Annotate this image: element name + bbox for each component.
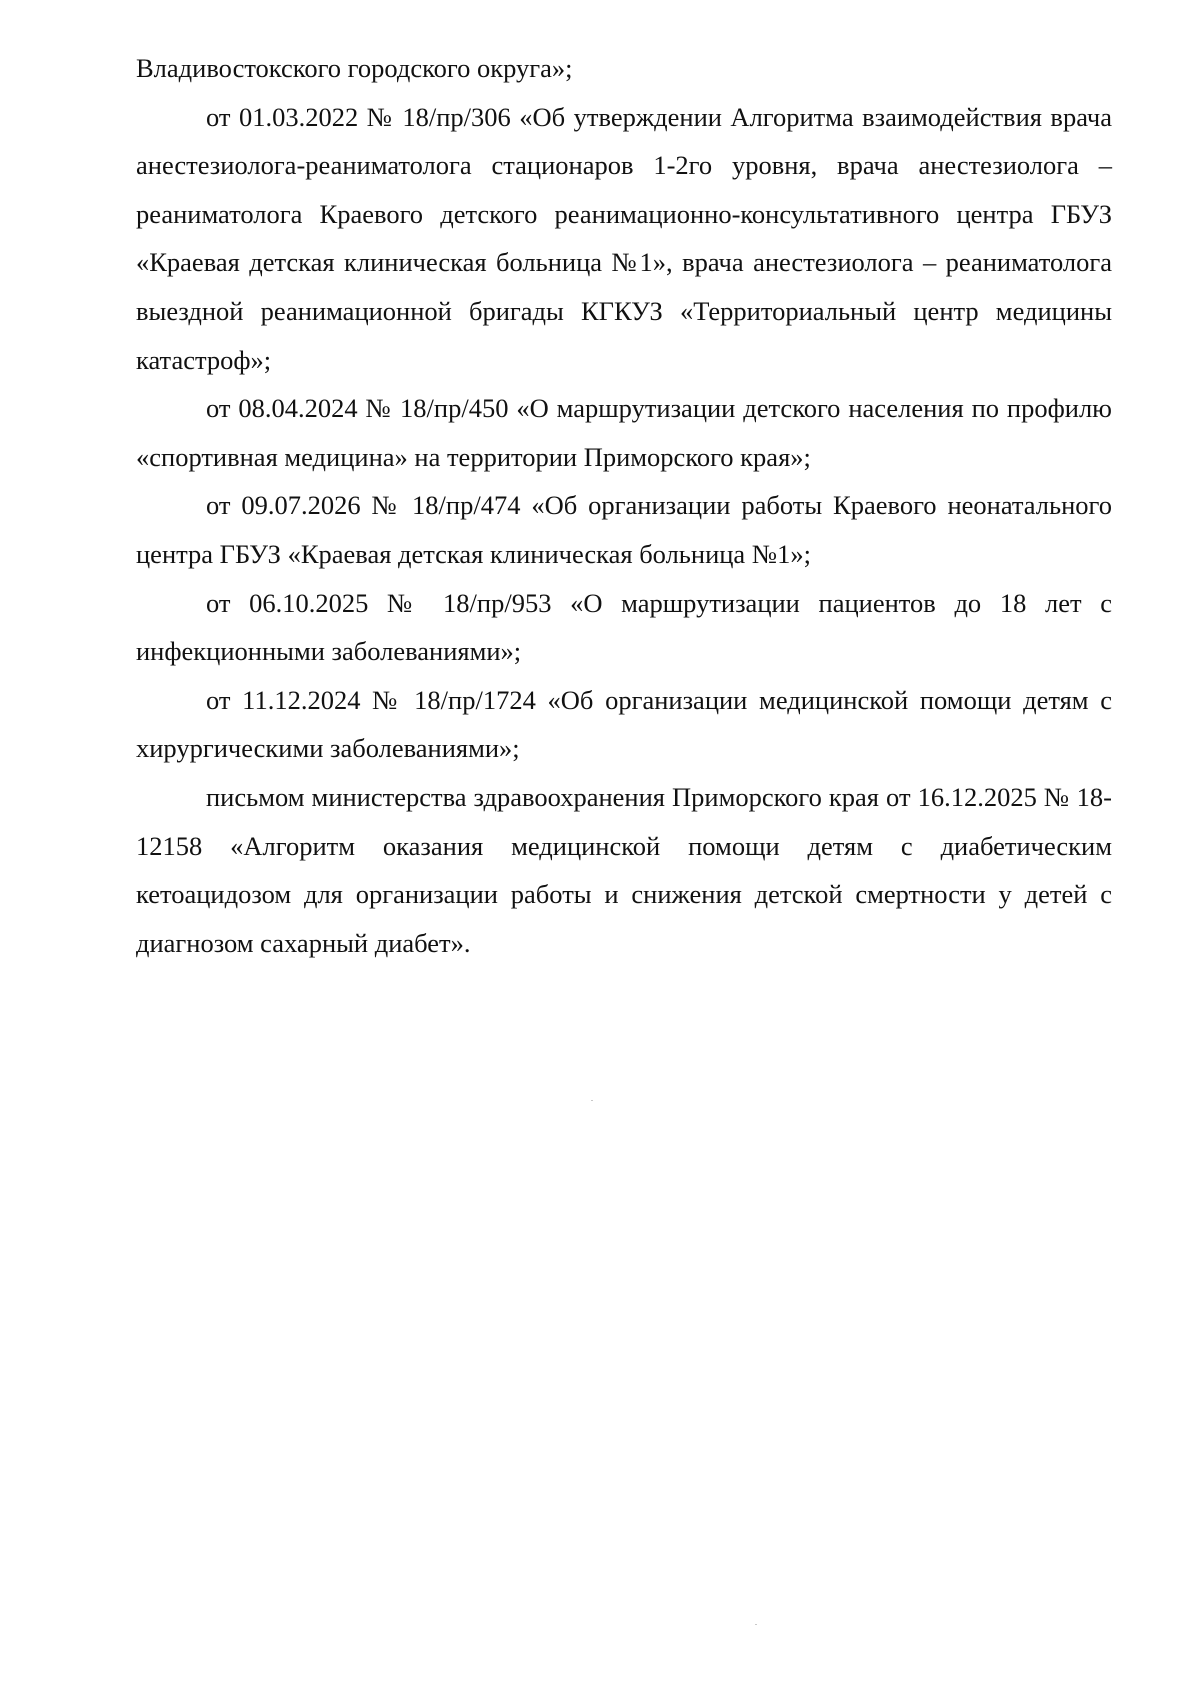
paragraph-order-474: от 09.07.2026 № 18/пр/474 «Об организации работы Краевого неонатального центра ГБУЗ «Краевая детская клиническая больница №1»; <box>136 490 1112 569</box>
scan-speck <box>755 1624 757 1625</box>
paragraph-continuation: Владивостокского городского округа»; <box>136 53 573 83</box>
paragraph-order-953: от 06.10.2025 № 18/пр/953 «О маршрутизации пациентов до 18 лет с инфекционными заболеваниями»; <box>136 587 1112 667</box>
document-body <box>136 44 1112 967</box>
paragraph-letter-12158: письмом министерства здравоохранения Приморского края от 16.12.2025 № 18-12158 «Алгоритм оказания медицинской помощи детям с диабетическим кетоацидозом для организации работы и снижения детской смертности у детей с диагнозом сахарный диабет». <box>136 781 1112 958</box>
scan-speck <box>591 1100 593 1101</box>
paragraph-order-450: от 08.04.2024 № 18/пр/450 «О маршрутизации детского населения по профилю «спортивная медицина» на территории Приморского края»; <box>136 393 1112 472</box>
paragraph-order-306: от 01.03.2022 № 18/пр/306 «Об утверждении Алгоритма взаимодействия врача анестезиолога-реаниматолога стационаров 1-2го уровня, врача анестезиолога – реаниматолога Краевого детского реанимационно-консультативного центра ГБУЗ «Краевая детская клиническая больница №1», врача анестезиолога – реаниматолога выездной реанимационной бригады КГКУЗ «Территориальный центр медицины катастроф»; <box>136 101 1112 375</box>
paragraph-order-1724: от 11.12.2024 № 18/пр/1724 «Об организации медицинской помощи детям с хирургическими заболеваниями»; <box>136 684 1112 764</box>
